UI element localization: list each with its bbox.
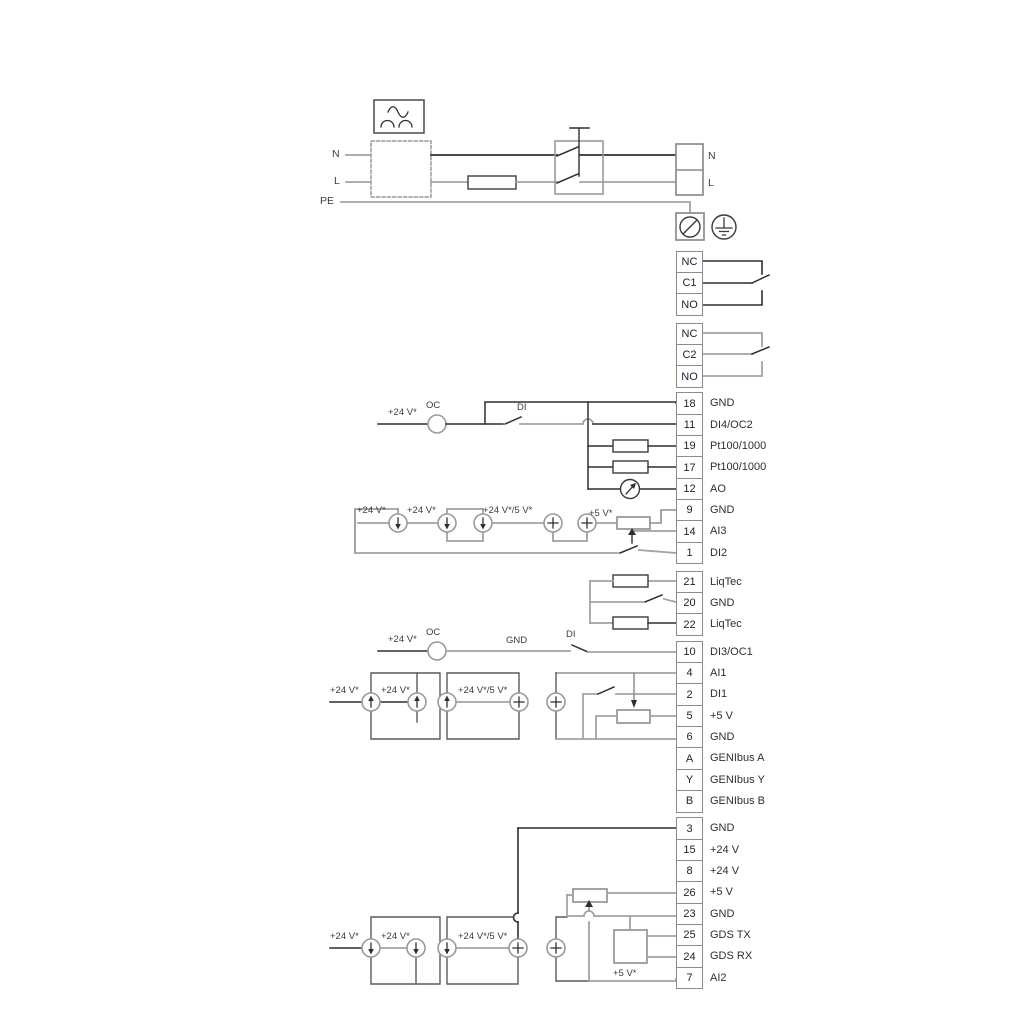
terminal-box-1: 1 — [676, 542, 703, 565]
ac-symbol-box — [374, 100, 424, 133]
terminal-box-20: 20 — [676, 592, 703, 615]
label-l-right: L — [708, 177, 714, 189]
label-oc: OC — [426, 627, 441, 638]
relay2-contact-blade — [752, 347, 769, 354]
terminal-box-15: 15 — [676, 839, 703, 862]
terminal-box-4: 4 — [676, 662, 703, 685]
fuse — [468, 176, 516, 189]
label-24v: +24 V* — [357, 505, 386, 516]
terminal-box-NO: NO — [676, 293, 703, 316]
power-section — [341, 100, 736, 240]
terminal-label: AI1 — [710, 666, 727, 679]
terminal-label: GENIbus B — [710, 794, 766, 807]
rectified-wave-icon — [381, 121, 412, 128]
terminal-box-19: 19 — [676, 435, 703, 458]
potentiometer-ai1 — [617, 710, 650, 723]
terminal-box-23: 23 — [676, 903, 703, 926]
source-plus-icon — [544, 514, 562, 532]
terminal-box-25: 25 — [676, 924, 703, 947]
di4-switch-blade — [505, 417, 521, 424]
relay1-wires — [703, 261, 769, 305]
terminal-box-22: 22 — [676, 613, 703, 636]
liqtec-sensor-1 — [613, 575, 648, 587]
terminal-label: GDS RX — [710, 950, 753, 963]
terminal-label: +24 V — [710, 864, 740, 877]
source-down-icon — [389, 514, 407, 532]
source-plus-icon — [509, 939, 527, 957]
potentiometer-ai2 — [573, 889, 607, 902]
sine-icon — [388, 107, 408, 118]
source-plus-icon — [547, 693, 565, 711]
terminal-label: GENIbus A — [710, 752, 765, 765]
terminal-label: AO — [710, 482, 726, 495]
switch-blade-l — [557, 174, 578, 183]
source-plus-icon — [510, 693, 528, 711]
di2-switch-blade — [620, 546, 637, 553]
label-24v-5v: +24 V*/5 V* — [483, 505, 533, 516]
label-24v: +24 V* — [330, 685, 359, 696]
gds-module-box — [614, 930, 647, 963]
label-l-left: L — [334, 175, 340, 187]
terminal-box-NC: NC — [676, 251, 703, 274]
terminal-label: AI3 — [710, 525, 727, 538]
terminal-label: DI3/OC1 — [710, 645, 753, 658]
source-down-icon — [438, 939, 456, 957]
terminal-label: LiqTec — [710, 575, 742, 588]
source-plus-icon — [547, 939, 565, 957]
label-24v: +24 V* — [381, 931, 410, 942]
terminal-box-Y: Y — [676, 769, 703, 792]
terminal-box-12: 12 — [676, 478, 703, 501]
label-n-right: N — [708, 150, 716, 162]
terminal-label: AI2 — [710, 971, 727, 984]
terminal-box-2: 2 — [676, 683, 703, 706]
label-di: DI — [517, 402, 527, 413]
terminal-box-9: 9 — [676, 499, 703, 522]
current-source-symbols — [362, 514, 596, 957]
label-24v: +24 V* — [330, 931, 359, 942]
source-down-icon — [474, 514, 492, 532]
terminal-label: DI2 — [710, 546, 728, 559]
terminal-box-3: 3 — [676, 817, 703, 840]
terminal-box-B: B — [676, 790, 703, 813]
ai2-gds-circuit — [330, 828, 676, 984]
source-up-icon — [438, 693, 456, 711]
terminal-label: GND — [710, 503, 735, 516]
terminal-label: LiqTec — [710, 618, 742, 631]
source-up-icon — [408, 693, 426, 711]
label-oc: OC — [426, 400, 441, 411]
terminal-box-6: 6 — [676, 726, 703, 749]
label-5v: +5 V* — [589, 508, 613, 519]
label-gnd: GND — [506, 635, 528, 646]
open-collector-icon — [428, 642, 446, 660]
wire-hop — [584, 911, 594, 916]
terminal-label: GND — [710, 822, 735, 835]
terminal-label: GND — [710, 907, 735, 920]
label-24v: +24 V* — [388, 634, 417, 645]
source-down-icon — [438, 514, 456, 532]
terminal-box-17: 17 — [676, 456, 703, 479]
terminal-box-C2: C2 — [676, 344, 703, 367]
terminal-box-26: 26 — [676, 881, 703, 904]
source-down-icon — [362, 939, 380, 957]
relay1-contact-blade — [752, 275, 769, 283]
terminal-box-NC: NC — [676, 323, 703, 346]
liqtec-circuit — [590, 575, 676, 629]
potentiometer-ai3 — [617, 517, 650, 529]
switch-blade-n — [557, 147, 578, 156]
terminal-label: Pt100/1000 — [710, 439, 767, 452]
filter-box-dashed — [371, 141, 431, 197]
terminal-box-NO: NO — [676, 365, 703, 388]
terminal-box-8: 8 — [676, 860, 703, 883]
terminal-box-A: A — [676, 747, 703, 770]
terminal-label: GND — [710, 397, 735, 410]
terminal-box-5: 5 — [676, 705, 703, 728]
liqtec-switch-blade — [645, 595, 662, 602]
label-di: DI — [566, 629, 576, 640]
terminal-box-24: 24 — [676, 945, 703, 968]
terminal-label: Pt100/1000 — [710, 461, 767, 474]
open-collector-icon — [428, 415, 446, 433]
terminal-box-14: 14 — [676, 520, 703, 543]
wiper-arrow-ai1 — [631, 700, 637, 708]
terminal-label: +5 V — [710, 886, 733, 899]
di4-oc2-circuit — [378, 402, 676, 499]
di1-switch-blade — [598, 687, 614, 694]
relay2-wires — [703, 333, 769, 376]
label-24v: +24 V* — [388, 407, 417, 418]
label-24v: +24 V* — [407, 505, 436, 516]
source-up-icon — [362, 693, 380, 711]
terminal-box-11: 11 — [676, 414, 703, 437]
label-pe: PE — [320, 195, 335, 207]
switch-actuator — [570, 128, 589, 176]
liqtec-sensor-2 — [613, 617, 648, 629]
pt100-sensor-2 — [613, 461, 648, 473]
terminal-label: GND — [710, 730, 735, 743]
pt100-sensor-1 — [613, 440, 648, 452]
terminal-label: GND — [710, 596, 735, 609]
terminal-label: DI1 — [710, 688, 728, 701]
terminal-label: GDS TX — [710, 928, 751, 941]
label-5v: +5 V* — [613, 968, 637, 979]
di3-switch-blade — [572, 645, 588, 652]
terminal-label: +24 V — [710, 843, 740, 856]
terminal-label: +5 V — [710, 709, 733, 722]
terminal-label: DI4/OC2 — [710, 418, 753, 431]
label-24v-5v: +24 V*/5 V* — [458, 685, 508, 696]
label-24v: +24 V* — [381, 685, 410, 696]
terminal-label: GENIbus Y — [710, 773, 765, 786]
ai1-di1-circuit — [330, 673, 676, 739]
terminal-box-7: 7 — [676, 967, 703, 990]
terminal-box-10: 10 — [676, 641, 703, 664]
label-24v-5v: +24 V*/5 V* — [458, 931, 508, 942]
label-n-left: N — [332, 148, 340, 160]
terminal-box-21: 21 — [676, 571, 703, 594]
terminal-box-18: 18 — [676, 392, 703, 415]
terminal-box-C1: C1 — [676, 272, 703, 295]
